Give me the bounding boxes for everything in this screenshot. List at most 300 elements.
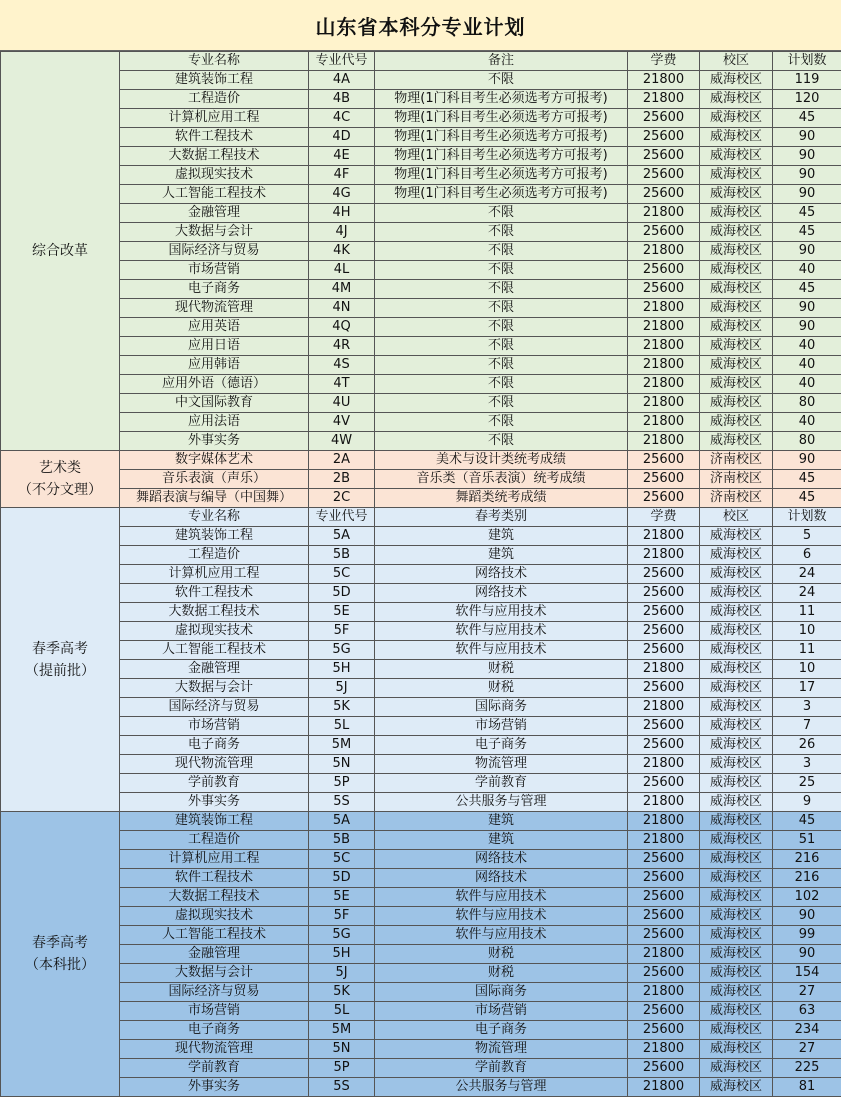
major-name: 大数据与会计 [120,679,309,698]
plan-count: 25 [773,774,841,793]
major-code: 4J [309,223,375,242]
table-row [1,622,841,641]
major-code: 5C [309,850,375,869]
plan-count: 51 [773,831,841,850]
campus: 威海校区 [700,280,773,299]
campus: 威海校区 [700,812,773,831]
plan-count: 24 [773,584,841,603]
table-header-row [1,52,841,71]
tuition: 21800 [628,413,700,432]
table-row [1,527,841,546]
tuition: 25600 [628,679,700,698]
campus: 威海校区 [700,166,773,185]
campus: 威海校区 [700,679,773,698]
major-code: 5F [309,622,375,641]
major-name: 大数据工程技术 [120,603,309,622]
tuition: 25600 [628,926,700,945]
plan-count: 154 [773,964,841,983]
tuition: 21800 [628,204,700,223]
campus: 威海校区 [700,204,773,223]
tuition: 21800 [628,983,700,1002]
plan-count: 9 [773,793,841,812]
major-name: 市场营销 [120,1002,309,1021]
tuition: 25600 [628,128,700,147]
major-name: 计算机应用工程 [120,565,309,584]
remark: 市场营销 [375,717,628,736]
plan-count: 90 [773,318,841,337]
major-code: 5H [309,945,375,964]
campus: 威海校区 [700,185,773,204]
campus: 威海校区 [700,660,773,679]
remark: 不限 [375,432,628,451]
header-remark: 春考类别 [375,508,628,527]
tuition: 25600 [628,622,700,641]
header-major-name: 专业名称 [120,508,309,527]
table-row [1,831,841,850]
major-name: 国际经济与贸易 [120,698,309,717]
table-row [1,356,841,375]
major-name: 金融管理 [120,204,309,223]
remark: 物理(1门科目考生必须选考方可报考) [375,185,628,204]
campus: 威海校区 [700,869,773,888]
major-name: 虚拟现实技术 [120,907,309,926]
tuition: 25600 [628,470,700,489]
table-row [1,280,841,299]
major-name: 虚拟现实技术 [120,166,309,185]
major-name: 工程造价 [120,831,309,850]
table-row [1,470,841,489]
campus: 威海校区 [700,1002,773,1021]
tuition: 25600 [628,489,700,508]
remark: 物流管理 [375,1040,628,1059]
major-code: 5K [309,698,375,717]
major-code: 5B [309,831,375,850]
table-row [1,755,841,774]
plan-count: 10 [773,660,841,679]
tuition: 21800 [628,432,700,451]
tuition: 25600 [628,1059,700,1078]
group-label-benke [1,812,120,1097]
plan-count: 45 [773,812,841,831]
plan-count: 225 [773,1059,841,1078]
plan-count: 216 [773,850,841,869]
table-row [1,451,841,470]
table-row [1,850,841,869]
major-code: 4R [309,337,375,356]
group-label-yishu [1,451,120,508]
remark: 不限 [375,261,628,280]
table-row [1,869,841,888]
tuition: 25600 [628,1002,700,1021]
campus: 威海校区 [700,432,773,451]
group-label-line: 艺术类 [39,460,81,476]
major-name: 建筑装饰工程 [120,812,309,831]
remark: 软件与应用技术 [375,907,628,926]
major-code: 5N [309,755,375,774]
major-name: 国际经济与贸易 [120,242,309,261]
remark: 音乐类（音乐表演）统考成绩 [375,470,628,489]
remark: 物理(1门科目考生必须选考方可报考) [375,128,628,147]
plan-count: 45 [773,470,841,489]
remark: 不限 [375,299,628,318]
table-row [1,318,841,337]
table-row [1,1059,841,1078]
table-row [1,90,841,109]
table-row [1,489,841,508]
plan-count: 24 [773,565,841,584]
major-code: 5E [309,603,375,622]
plan-count: 45 [773,489,841,508]
major-code: 4C [309,109,375,128]
tuition: 25600 [628,280,700,299]
plan-count: 90 [773,299,841,318]
tuition: 25600 [628,774,700,793]
campus: 威海校区 [700,831,773,850]
tuition: 25600 [628,166,700,185]
major-name: 国际经济与贸易 [120,983,309,1002]
plan-count: 45 [773,109,841,128]
remark: 软件与应用技术 [375,622,628,641]
table-row [1,1040,841,1059]
plan-count: 26 [773,736,841,755]
plan-count: 45 [773,223,841,242]
campus: 威海校区 [700,1040,773,1059]
remark: 不限 [375,280,628,299]
plan-count: 102 [773,888,841,907]
tuition: 21800 [628,812,700,831]
table-row [1,945,841,964]
table-row [1,394,841,413]
table-row [1,736,841,755]
campus: 威海校区 [700,128,773,147]
plan-count: 27 [773,983,841,1002]
plan-count: 11 [773,641,841,660]
table-row [1,717,841,736]
campus: 威海校区 [700,337,773,356]
campus: 威海校区 [700,945,773,964]
plan-count: 11 [773,603,841,622]
major-code: 4S [309,356,375,375]
major-code: 4H [309,204,375,223]
table-row [1,147,841,166]
major-name: 外事实务 [120,1078,309,1097]
table-row [1,204,841,223]
plan-count: 234 [773,1021,841,1040]
major-name: 大数据与会计 [120,964,309,983]
group-label-line: （本科批） [25,957,95,973]
tuition: 21800 [628,698,700,717]
plan-count: 40 [773,261,841,280]
major-code: 5L [309,717,375,736]
major-name: 电子商务 [120,736,309,755]
major-code: 5N [309,1040,375,1059]
campus: 威海校区 [700,394,773,413]
group-label-tiqian [1,508,120,812]
plan-count: 90 [773,451,841,470]
table-row [1,812,841,831]
tuition: 21800 [628,299,700,318]
major-code: 2C [309,489,375,508]
remark: 学前教育 [375,774,628,793]
table-row [1,926,841,945]
major-name: 舞蹈表演与编导（中国舞） [120,489,309,508]
tuition: 21800 [628,660,700,679]
remark: 财税 [375,964,628,983]
major-name: 市场营销 [120,261,309,280]
major-code: 5K [309,983,375,1002]
remark: 物理(1门科目考生必须选考方可报考) [375,166,628,185]
plan-count: 6 [773,546,841,565]
campus: 威海校区 [700,318,773,337]
campus: 威海校区 [700,755,773,774]
remark: 市场营销 [375,1002,628,1021]
table-row [1,242,841,261]
remark: 网络技术 [375,850,628,869]
campus: 济南校区 [700,451,773,470]
table-row [1,109,841,128]
campus: 威海校区 [700,375,773,394]
remark: 财税 [375,660,628,679]
major-name: 大数据工程技术 [120,147,309,166]
tuition: 21800 [628,71,700,90]
campus: 威海校区 [700,90,773,109]
tuition: 21800 [628,375,700,394]
campus: 威海校区 [700,926,773,945]
campus: 威海校区 [700,641,773,660]
major-name: 数字媒体艺术 [120,451,309,470]
tuition: 25600 [628,565,700,584]
group-label-line: （不分文理） [18,482,102,498]
tuition: 21800 [628,831,700,850]
major-code: 4L [309,261,375,280]
plan-count: 10 [773,622,841,641]
campus: 威海校区 [700,546,773,565]
campus: 威海校区 [700,774,773,793]
major-code: 5G [309,641,375,660]
table-row [1,907,841,926]
major-code: 5D [309,584,375,603]
plan-count: 7 [773,717,841,736]
major-name: 建筑装饰工程 [120,527,309,546]
major-code: 5F [309,907,375,926]
plan-count: 40 [773,375,841,394]
major-name: 应用法语 [120,413,309,432]
major-code: 2A [309,451,375,470]
remark: 网络技术 [375,565,628,584]
table-row [1,71,841,90]
remark: 物理(1门科目考生必须选考方可报考) [375,90,628,109]
major-name: 工程造价 [120,546,309,565]
major-name: 学前教育 [120,774,309,793]
group-label-line: （提前批） [25,662,95,679]
remark: 建筑 [375,546,628,565]
campus: 威海校区 [700,413,773,432]
remark: 不限 [375,337,628,356]
campus: 威海校区 [700,565,773,584]
table-row [1,584,841,603]
table-row [1,261,841,280]
campus: 威海校区 [700,983,773,1002]
plan-count: 27 [773,1040,841,1059]
tuition: 25600 [628,185,700,204]
tuition: 25600 [628,603,700,622]
major-code: 5P [309,1059,375,1078]
remark: 学前教育 [375,1059,628,1078]
campus: 威海校区 [700,1021,773,1040]
table-row [1,1078,841,1097]
remark: 国际商务 [375,983,628,1002]
table-row [1,432,841,451]
table-row [1,888,841,907]
remark: 网络技术 [375,869,628,888]
plan-table [0,51,841,1097]
campus: 威海校区 [700,1078,773,1097]
table-row [1,774,841,793]
major-name: 音乐表演（声乐） [120,470,309,489]
campus: 威海校区 [700,147,773,166]
group-label-line: 春季高考 [32,935,88,951]
header-major-code: 专业代号 [309,508,375,527]
campus: 威海校区 [700,717,773,736]
major-name: 金融管理 [120,945,309,964]
remark: 物理(1门科目考生必须选考方可报考) [375,109,628,128]
major-name: 大数据工程技术 [120,888,309,907]
plan-count: 90 [773,147,841,166]
tuition: 21800 [628,337,700,356]
tuition: 21800 [628,242,700,261]
plan-count: 45 [773,204,841,223]
major-code: 4F [309,166,375,185]
plan-count: 90 [773,128,841,147]
remark: 物理(1门科目考生必须选考方可报考) [375,147,628,166]
plan-count: 5 [773,527,841,546]
table-row [1,698,841,717]
major-code: 5H [309,660,375,679]
tuition: 21800 [628,546,700,565]
campus: 威海校区 [700,907,773,926]
remark: 不限 [375,242,628,261]
major-code: 5B [309,546,375,565]
plan-count: 63 [773,1002,841,1021]
remark: 建筑 [375,812,628,831]
major-name: 人工智能工程技术 [120,185,309,204]
major-name: 学前教育 [120,1059,309,1078]
major-code: 4M [309,280,375,299]
major-code: 4K [309,242,375,261]
header-plan-count: 计划数 [773,508,841,527]
campus: 威海校区 [700,622,773,641]
tuition: 21800 [628,356,700,375]
table-row [1,603,841,622]
major-name: 应用韩语 [120,356,309,375]
table-row [1,1002,841,1021]
remark: 不限 [375,413,628,432]
major-name: 应用外语（德语） [120,375,309,394]
remark: 建筑 [375,831,628,850]
major-name: 市场营销 [120,717,309,736]
major-name: 软件工程技术 [120,869,309,888]
major-code: 4W [309,432,375,451]
tuition: 21800 [628,90,700,109]
major-code: 5A [309,527,375,546]
major-code: 4T [309,375,375,394]
major-code: 4B [309,90,375,109]
major-name: 人工智能工程技术 [120,641,309,660]
major-name: 中文国际教育 [120,394,309,413]
major-name: 建筑装饰工程 [120,71,309,90]
plan-count: 120 [773,90,841,109]
tuition: 25600 [628,869,700,888]
campus: 威海校区 [700,850,773,869]
table-row [1,793,841,812]
header-tuition: 学费 [628,52,700,71]
remark: 不限 [375,223,628,242]
tuition: 21800 [628,755,700,774]
major-name: 现代物流管理 [120,299,309,318]
major-name: 软件工程技术 [120,584,309,603]
group-label-line: 春季高考 [32,640,88,657]
campus: 威海校区 [700,964,773,983]
tuition: 25600 [628,109,700,128]
major-name: 计算机应用工程 [120,109,309,128]
major-code: 4D [309,128,375,147]
tuition: 25600 [628,850,700,869]
major-name: 金融管理 [120,660,309,679]
campus: 威海校区 [700,603,773,622]
plan-count: 90 [773,907,841,926]
header-major-code: 专业代号 [309,52,375,71]
campus: 威海校区 [700,299,773,318]
major-name: 外事实务 [120,793,309,812]
remark: 物流管理 [375,755,628,774]
table-row [1,299,841,318]
tuition: 25600 [628,717,700,736]
table-row [1,1021,841,1040]
major-name: 应用英语 [120,318,309,337]
header-campus: 校区 [700,508,773,527]
major-name: 软件工程技术 [120,128,309,147]
major-name: 外事实务 [120,432,309,451]
plan-count: 81 [773,1078,841,1097]
remark: 舞蹈类统考成绩 [375,489,628,508]
major-name: 现代物流管理 [120,1040,309,1059]
major-code: 5M [309,736,375,755]
campus: 威海校区 [700,1059,773,1078]
major-code: 4Q [309,318,375,337]
major-name: 电子商务 [120,280,309,299]
campus: 威海校区 [700,242,773,261]
tuition: 25600 [628,907,700,926]
major-code: 5J [309,679,375,698]
table-row [1,413,841,432]
header-campus: 校区 [700,52,773,71]
table-row [1,337,841,356]
major-code: 5J [309,964,375,983]
table-row [1,546,841,565]
remark: 不限 [375,375,628,394]
major-code: 4U [309,394,375,413]
remark: 国际商务 [375,698,628,717]
tuition: 25600 [628,1021,700,1040]
campus: 威海校区 [700,584,773,603]
campus: 威海校区 [700,888,773,907]
header-tuition: 学费 [628,508,700,527]
plan-count: 80 [773,394,841,413]
tuition: 25600 [628,888,700,907]
major-code: 5A [309,812,375,831]
table-header-row [1,508,841,527]
remark: 不限 [375,318,628,337]
